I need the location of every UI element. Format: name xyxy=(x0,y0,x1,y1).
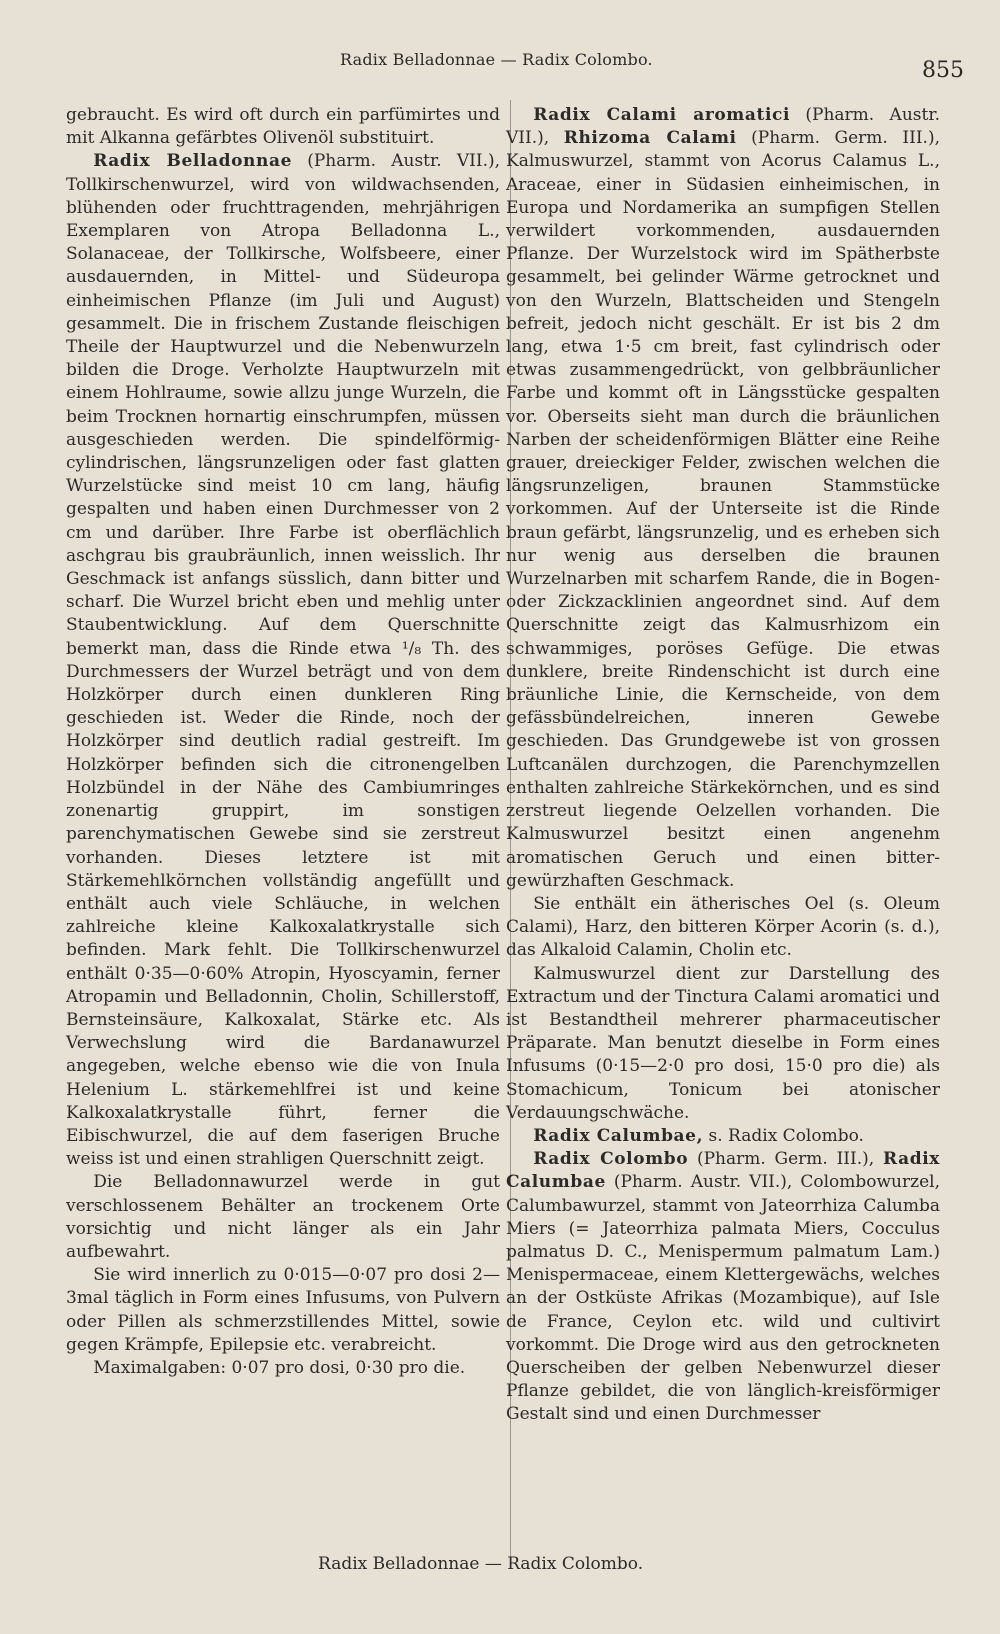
running-title: Radix Belladonnae — Radix Colombo. xyxy=(340,50,653,69)
paragraph-calami-contents: Sie enthält ein ätherisches Oel (s. Oleum Calami), Harz, den bitteren Körper Acorin (s. d.), das Alkaloid Calamin, Cholin etc. xyxy=(506,893,940,961)
page-footer: Radix Belladonnae — Radix Colombo. xyxy=(318,1554,644,1574)
paragraph-storage: Die Belladonnawurzel werde in gut verschlossenem Behälter an trockenem Orte vorsichtig und nicht länger als ein Jahr aufbewahrt. xyxy=(66,1172,500,1262)
heading-radix-colombo: Radix Colombo xyxy=(533,1149,689,1170)
page-number: 855 xyxy=(922,58,964,83)
calumbae-reference: s. Radix Colombo. xyxy=(703,1125,864,1146)
entry-radix-calumbae xyxy=(506,1125,940,1148)
left-column xyxy=(66,104,500,1380)
heading-radix-calumbae: Radix Calumbae, xyxy=(533,1125,704,1146)
entry-radix-calami xyxy=(506,104,940,893)
heading-radix-calami: Radix Calami aromatici xyxy=(533,105,791,125)
entry-radix-belladonnae xyxy=(66,150,500,1171)
colombo-pharm-ref: (Pharm. Germ. III.), xyxy=(688,1149,883,1170)
calami-description: (Pharm. Germ. III.), Kalmuswurzel, stammt von Acorus Calamus L., Araceae, einer in Südasien einheimischen, in Europa und Nordamerika an sumpfigen Stellen verwildert vorkommenden, ausdauernden Pflanze. Der Wurzelstock wird im Spätherbste gesammelt, bei gelinder Wärme getrocknet und von den Wurzeln, Blattscheiden und Stengeln befreit, jedoch nicht geschält. Er ist bis 2 dm lang, etwa 1·5 cm breit, fast cylindrisch oder etwas zusammengedrückt, von gelbbräunlicher Farbe und kommt oft in Längsstücke gespalten vor. Oberseits sieht man durch die bräunlichen Narben der scheidenförmigen Blätter eine Reihe grauer, dreieckiger Felder, zwischen welchen die längsrunzeligen, braunen Stammstücke vorkommen. Auf der Unterseite ist die Rinde braun gefärbt, längsrunzelig, und es erheben sich nur wenig aus derselben die braunen Wurzelnarben mit scharfem Rande, die in Bogen- oder Zickzacklinien angeordnet sind. Auf dem Querschnitte zeigt das Kalmusrhizom ein schwammiges, poröses Gefüge. Die etwas dunklere, breite Rindenschicht ist durch eine bräunliche Linie, die Kernscheide, von dem gefässbündelreichen, inneren Gewebe geschieden. Das Grundgewebe ist von grossen Luftcanälen durchzogen, die Parenchymzellen enthalten zahlreiche Stärkekörnchen, und es sind zerstreut liegende Oelzellen vorhanden. Die Kalmuswurzel besitzt einen angenehm aromatischen Geruch und einen bitter-gewürzhaften Geschmack. xyxy=(506,128,940,891)
colombo-description: (Pharm. Austr. VII.), Colombowurzel, Calumbawurzel, stammt von Jateorrhiza Calumba Miers (= Jateorrhiza palmata Miers, Cocculus palmatus D. C., Menispermum palmatum Lam.) Menispermaceae, einem Klettergewächs, welches an der Ostküste Afrikas (Mozambique), auf Isle de France, Ceylon etc. wild und cultivirt vorkommt. Die Droge wird aus den getrockneten Querscheiben der gelben Nebenwurzel dieser Pflanze gebildet, die von länglich-kreisförmiger Gestalt sind und einen Durchmesser xyxy=(506,1172,940,1425)
heading-radix-calumbae-alt: Radix Calumbae xyxy=(506,1149,940,1193)
paragraph-olive-oil: gebraucht. Es wird oft durch ein parfümirtes und mit Alkanna gefärbtes Olivenöl substituirt. xyxy=(66,105,500,149)
heading-rhizoma-calami: Rhizoma Calami xyxy=(563,128,737,149)
right-column xyxy=(506,104,940,1427)
entry-radix-colombo xyxy=(506,1148,940,1426)
calami-pharm-ref: (Pharm. Austr. VII.), xyxy=(506,105,941,149)
heading-radix-belladonnae: Radix Belladonnae xyxy=(93,151,293,172)
paragraph-dosage: Sie wird innerlich zu 0·015—0·07 pro dosi 2—3mal täglich in Form eines Infusums, von Pulvern oder Pillen als schmerzstillendes Mittel, sowie gegen Krämpfe, Epilepsie etc. verabreicht. xyxy=(66,1265,500,1355)
paragraph-max-dose: Maximalgaben: 0·07 pro dosi, 0·30 pro die. xyxy=(93,1357,466,1378)
paragraph-calami-use: Kalmuswurzel dient zur Darstellung des Extractum und der Tinctura Calami aromatici und ist Bestandtheil mehrerer pharmaceutischer Präparate. Man benutzt dieselbe in Form eines Infusums (0·15—2·0 pro dosi, 15·0 pro die) als Stomachicum, Tonicum bei atonischer Verdauungschwäche. xyxy=(506,963,940,1123)
belladonna-description: (Pharm. Austr. VII.), Tollkirschenwurzel, wird von wildwachsenden, blühenden oder fruchttragenden, mehrjährigen Exemplaren von Atropa Belladonna L., Solanaceae, der Tollkirsche, Wolfsbeere, einer ausdauernden, in Mittel- und Südeuropa einheimischen Pflanze (im Juli und August) gesammelt. Die in frischem Zustande fleischigen Theile der Hauptwurzel und die Nebenwurzeln bilden die Droge. Verholzte Hauptwurzeln mit einem Hohlraume, sowie allzu junge Wurzeln, die beim Trocknen hornartig einschrumpfen, müssen ausgeschieden werden. Die spindelförmig-cylindrischen, längsrunzeligen oder fast glatten Wurzelstücke sind meist 10 cm lang, häufig gespalten und haben einen Durchmesser von 2 cm und darüber. Ihre Farbe ist oberflächlich aschgrau bis graubräunlich, innen weisslich. Ihr Geschmack ist anfangs süsslich, dann bitter und scharf. Die Wurzel bricht eben und mehlig unter Staubentwicklung. Auf dem Querschnitte bemerkt man, dass die Rinde etwa ¹/₈ Th. des Durchmessers der Wurzel beträgt und von dem Holzkörper durch einen dunkleren Ring geschieden ist. Weder die Rinde, noch der Holzkörper sind deutlich radial gestreift. Im Holzkörper befinden sich die citronengelben Holzbündel in der Nähe des Cambiumringes zonenartig gruppirt, im sonstigen parenchymatischen Gewebe sind sie zerstreut vorhanden. Dieses letztere ist mit Stärkemehlkörnchen vollständig angefüllt und enthält auch viele Schläuche, in welchen zahlreiche kleine Kalkoxalatkrystalle sich befinden. Mark fehlt. Die Tollkirschenwurzel enthält 0·35—0·60% Atropin, Hyoscyamin, ferner Atropamin und Belladonnin, Cholin, Schillerstoff, Bernsteinsäure, Kalkoxalat, Stärke etc. Als Verwechslung wird die Bardanawurzel angegeben, welche ebenso wie die von Inula Helenium L. stärkemehlfrei ist und keine Kalkoxalatkrystalle führt, ferner die Eibischwurzel, die auf dem faserigen Bruche weiss ist und einen strahligen Querschnitt zeigt. xyxy=(66,151,501,1170)
